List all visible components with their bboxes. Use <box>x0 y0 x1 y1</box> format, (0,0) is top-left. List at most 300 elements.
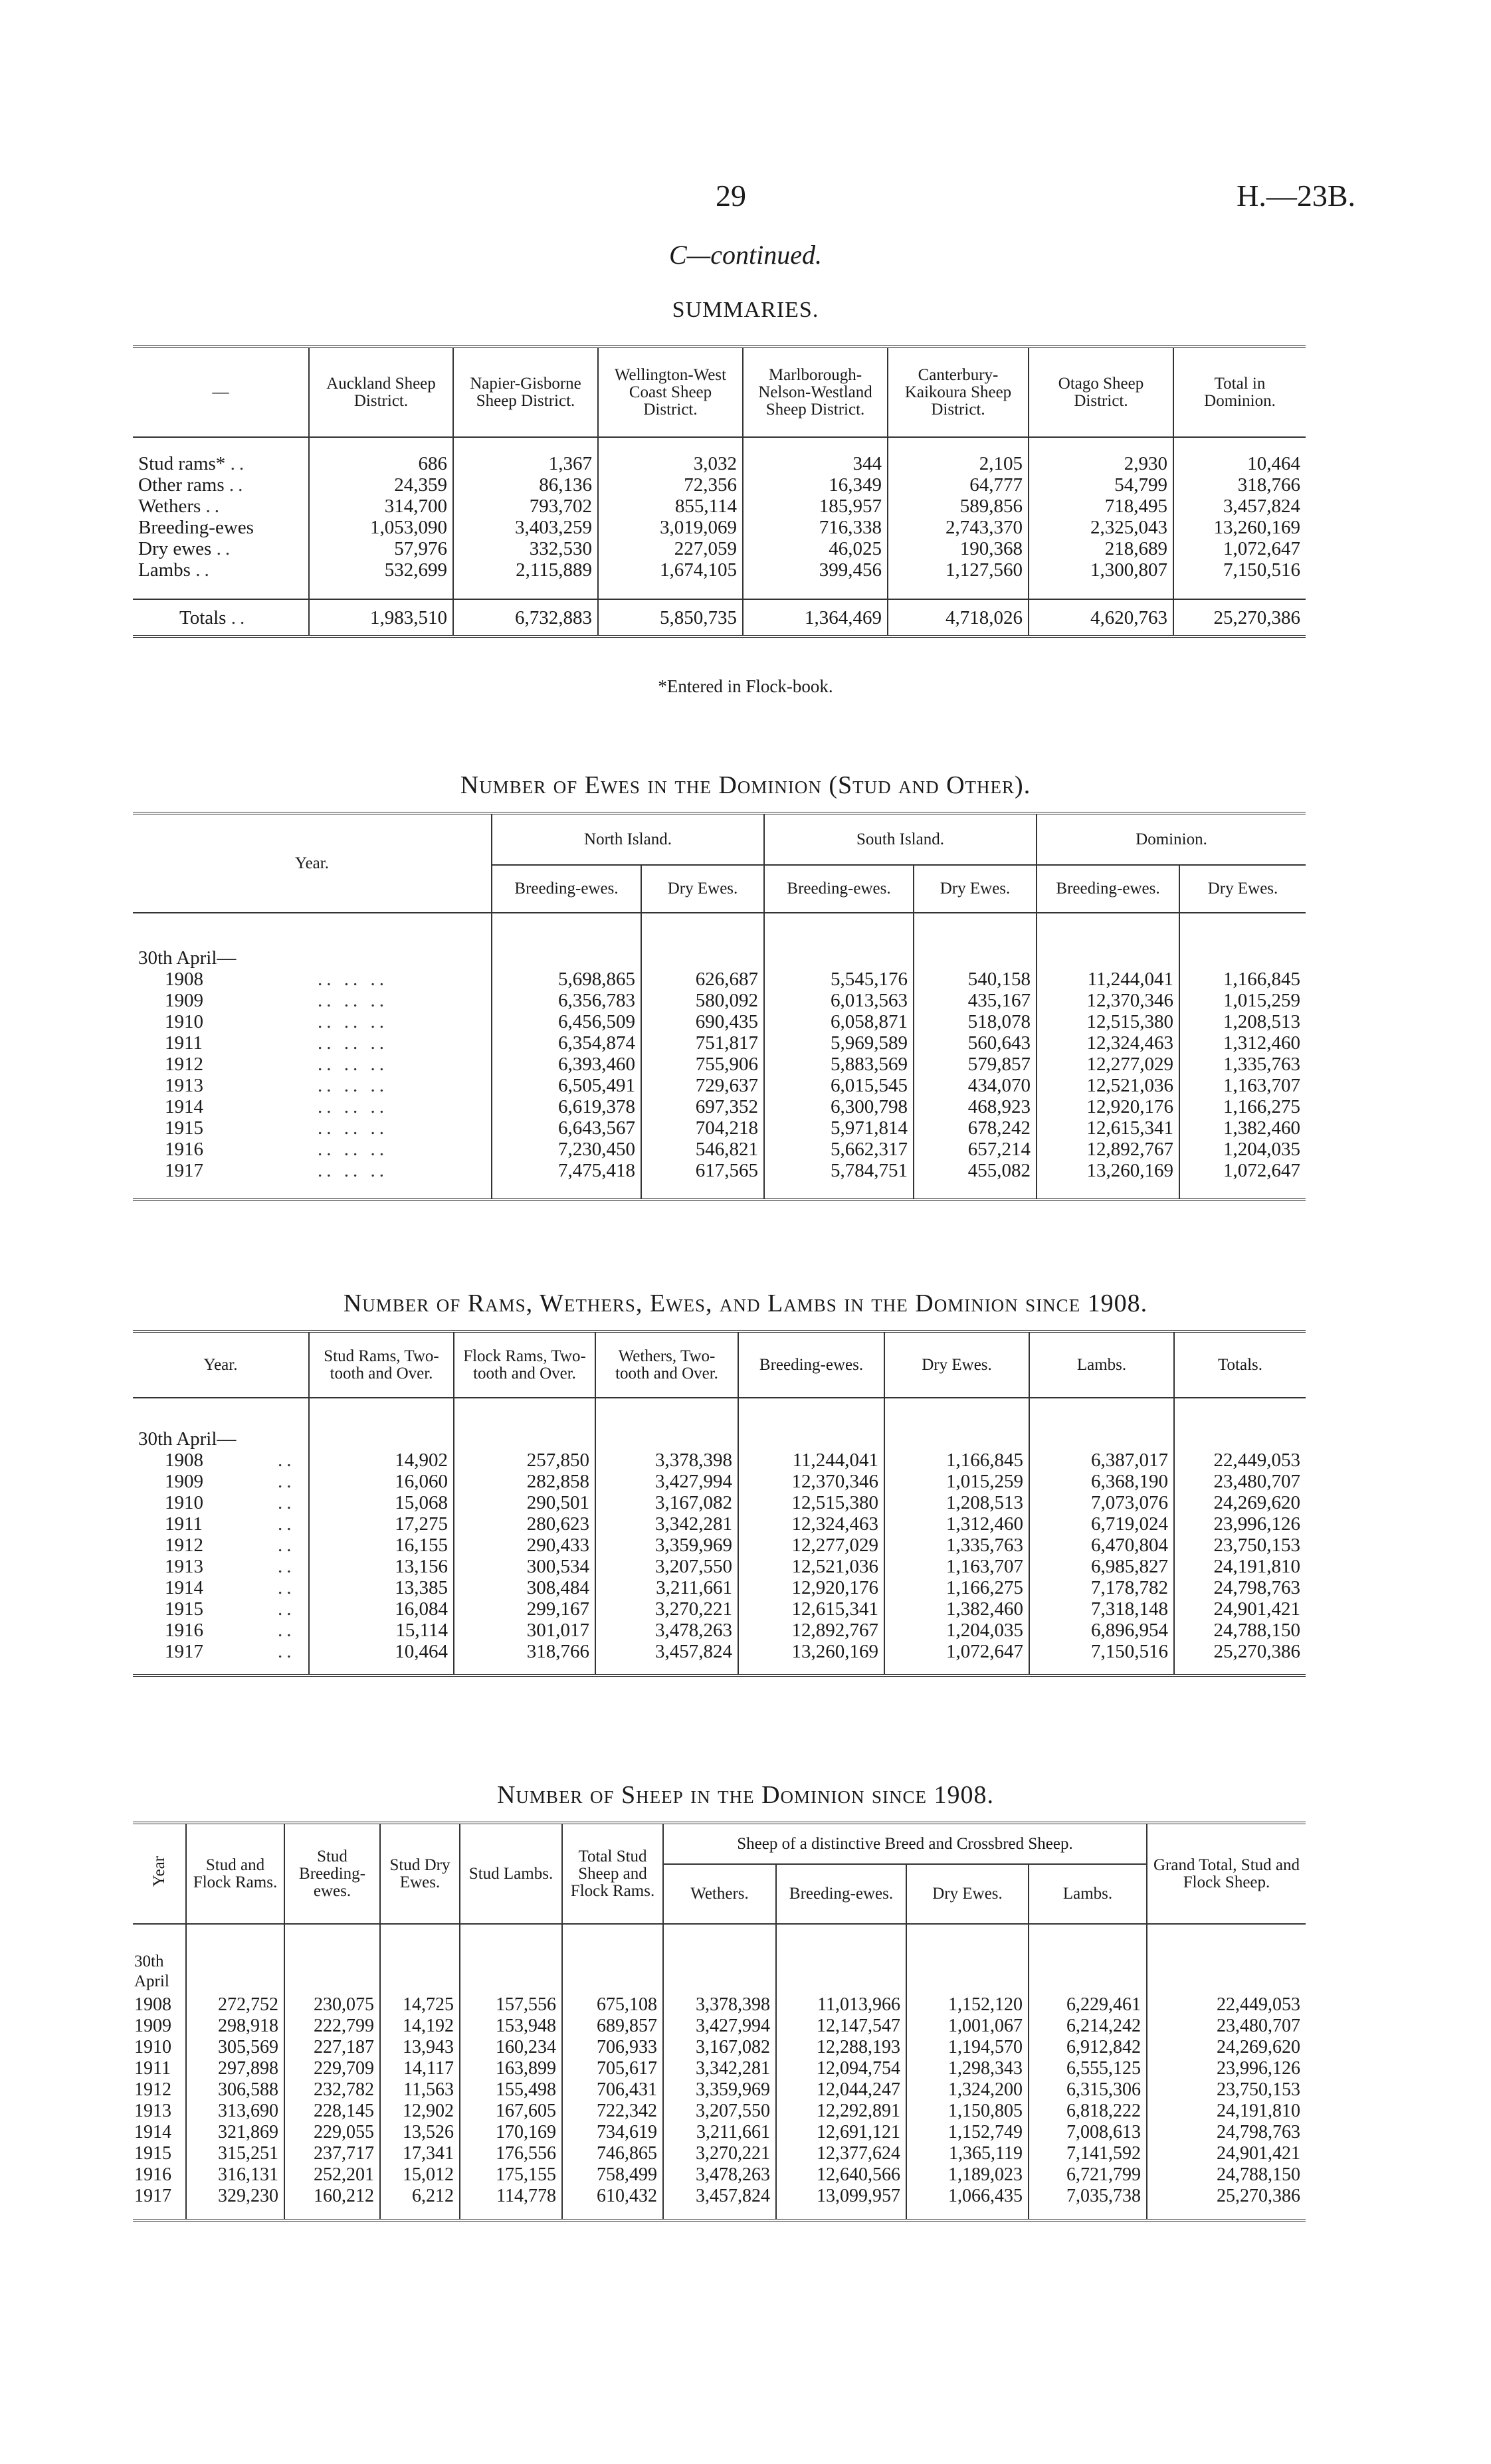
cell: 13,260,169 <box>738 1641 884 1662</box>
cell: 24,269,620 <box>1174 1492 1306 1513</box>
cell: 1,001,067 <box>906 2016 1029 2037</box>
leader-dots: .. <box>229 474 247 496</box>
cell: 758,499 <box>562 2164 663 2186</box>
leader-dots: .. <box>278 1450 296 1471</box>
year-label: 1914 <box>165 1096 203 1117</box>
table-row <box>133 1096 1306 1117</box>
cell: 793,702 <box>453 496 598 517</box>
header-marlborough: Marlborough-Nelson-Westland Sheep District. <box>743 347 888 437</box>
cell: 167,605 <box>460 2101 562 2122</box>
cell: 5,698,865 <box>492 969 641 990</box>
cell: 153,948 <box>460 2016 562 2037</box>
cell: 155,498 <box>460 2079 562 2101</box>
cell: 1,072,647 <box>1173 538 1306 559</box>
cell: 315,251 <box>218 2143 278 2164</box>
cell: 157,556 <box>460 1994 562 2016</box>
document-reference: H.—23B. <box>1237 179 1355 213</box>
cell: 298,918 <box>218 2016 278 2036</box>
year-label: 1912 <box>165 1054 203 1075</box>
cell: 3,378,398 <box>595 1450 738 1471</box>
cell: 160,234 <box>460 2037 562 2058</box>
cell: 1,204,035 <box>1179 1139 1306 1160</box>
cell: 301,017 <box>454 1620 595 1641</box>
year-label: 1914 <box>165 1577 203 1598</box>
cell: 3,207,550 <box>663 2101 776 2122</box>
year-label: 1917 <box>165 1641 203 1662</box>
cell: 6,619,378 <box>492 1096 641 1117</box>
cell: 1,053,090 <box>309 517 453 538</box>
cell: 610,432 <box>562 2186 663 2207</box>
summary-row <box>133 517 1306 538</box>
cell: 6,719,024 <box>1029 1513 1174 1535</box>
cell: 3,359,969 <box>663 2079 776 2101</box>
cell: 690,435 <box>641 1011 764 1032</box>
row-label: Lambs <box>138 559 191 581</box>
cell: 3,211,661 <box>595 1577 738 1598</box>
cell: 190,368 <box>888 538 1029 559</box>
cell: 13,156 <box>309 1556 454 1577</box>
cell: 12,902 <box>380 2101 460 2122</box>
cell: 329,230 <box>218 2186 278 2206</box>
leader-dots: .. .. .. <box>318 1096 388 1117</box>
cell: 11,244,041 <box>738 1450 884 1471</box>
cell: 227,187 <box>284 2037 380 2058</box>
cell: 3,211,661 <box>663 2122 776 2143</box>
leader-dots: .. .. .. <box>318 990 388 1011</box>
cell: 560,643 <box>914 1032 1037 1054</box>
cell: 1,152,749 <box>906 2122 1029 2143</box>
cell: 24,901,421 <box>1147 2143 1306 2164</box>
cell: 532,699 <box>309 559 453 581</box>
cell: 1,298,343 <box>906 2058 1029 2079</box>
year-label: 1912 <box>165 1535 203 1556</box>
cell: 1,208,513 <box>1179 1011 1306 1032</box>
leader-dots: .. .. .. <box>318 1160 388 1181</box>
cell: 675,108 <box>562 1994 663 2016</box>
cell: 318,766 <box>454 1641 595 1662</box>
cell: 3,478,263 <box>663 2164 776 2186</box>
leader-dots: .. <box>216 538 235 559</box>
cell: 6,229,461 <box>1029 1994 1147 2016</box>
cell: 1,204,035 <box>884 1620 1029 1641</box>
cell: 1,194,570 <box>906 2037 1029 2058</box>
cell: 185,957 <box>743 496 888 517</box>
cell: 1,150,805 <box>906 2101 1029 2122</box>
cell: 3,167,082 <box>663 2037 776 2058</box>
cell: 24,798,763 <box>1174 1577 1306 1598</box>
cell: 580,092 <box>641 990 764 1011</box>
date-label: 30th April— <box>138 1428 237 1450</box>
year-label: 1908 <box>165 969 203 990</box>
cell: 1,365,119 <box>906 2143 1029 2164</box>
cell: 12,370,346 <box>738 1471 884 1492</box>
cell: 318,766 <box>1173 474 1306 496</box>
cell: 435,167 <box>914 990 1037 1011</box>
cell: 229,055 <box>284 2122 380 2143</box>
cell: 228,145 <box>284 2101 380 2122</box>
cell: 12,377,624 <box>776 2143 906 2164</box>
cell: 722,342 <box>562 2101 663 2122</box>
year-label: 1911 <box>165 1032 203 1054</box>
year-cell: 1916 <box>133 2164 186 2186</box>
cell: 1,166,275 <box>1179 1096 1306 1117</box>
row-label: Stud rams* <box>138 453 226 474</box>
cell: 1,208,513 <box>884 1492 1029 1513</box>
year-cell: 1909 <box>133 2016 186 2037</box>
table-row <box>133 2016 1306 2037</box>
cell: 222,799 <box>284 2016 380 2037</box>
cell: 6,393,460 <box>492 1054 641 1075</box>
row-label: Other rams <box>138 474 225 496</box>
cell: 855,114 <box>598 496 743 517</box>
leader-dots: .. <box>278 1598 296 1620</box>
cell: 12,892,767 <box>738 1620 884 1641</box>
cell: 1,382,460 <box>1179 1117 1306 1139</box>
cell: 25,270,386 <box>1174 1641 1306 1662</box>
cell: 1,335,763 <box>884 1535 1029 1556</box>
cell: 280,623 <box>454 1513 595 1535</box>
cell: 6,013,563 <box>764 990 914 1011</box>
cell: 1,163,707 <box>884 1556 1029 1577</box>
cell: 751,817 <box>641 1032 764 1054</box>
leader-dots: .. <box>230 453 248 474</box>
cell: 12,892,767 <box>1037 1139 1179 1160</box>
cell: 718,495 <box>1029 496 1173 517</box>
cell: 1,072,647 <box>884 1641 1029 1662</box>
cell: 689,857 <box>562 2016 663 2037</box>
total-cell: 4,718,026 <box>888 599 1029 636</box>
cell: 170,169 <box>460 2122 562 2143</box>
ewes-table <box>133 812 1306 1201</box>
year-cell <box>133 1513 309 1535</box>
cell: 23,996,126 <box>1174 1513 1306 1535</box>
summary-row <box>133 559 1306 581</box>
cell: 1,163,707 <box>1179 1075 1306 1096</box>
table-row <box>133 1556 1306 1577</box>
cell: 252,201 <box>284 2164 380 2186</box>
cell: 518,078 <box>914 1011 1037 1032</box>
table-row <box>133 1011 1306 1032</box>
cell: 282,858 <box>454 1471 595 1492</box>
group-distinctive-breed: Sheep of a distinctive Breed and Crossbred Sheep. <box>663 1823 1147 1864</box>
cell: 230,075 <box>284 1994 380 2016</box>
cell: 23,480,707 <box>1147 2016 1306 2037</box>
cell: 1,300,807 <box>1029 559 1173 581</box>
cell: 316,131 <box>218 2164 278 2185</box>
cell: 12,521,036 <box>738 1556 884 1577</box>
cell: 7,150,516 <box>1029 1641 1174 1662</box>
summaries-header-blank: — <box>133 347 309 437</box>
cell: 12,277,029 <box>738 1535 884 1556</box>
cell: 10,464 <box>1173 453 1306 474</box>
cell: 6,818,222 <box>1029 2101 1147 2122</box>
subheader: Breeding-ewes. <box>492 865 641 913</box>
year-cell <box>133 1054 492 1075</box>
year-label: 1916 <box>165 1139 203 1160</box>
table-row <box>133 1513 1306 1535</box>
cell: 3,427,994 <box>663 2016 776 2037</box>
header-otago: Otago Sheep District. <box>1029 347 1173 437</box>
cell: 2,325,043 <box>1029 517 1173 538</box>
cell: 257,850 <box>454 1450 595 1471</box>
total-cell: 1,983,510 <box>309 599 453 636</box>
cell: 15,114 <box>309 1620 454 1641</box>
cell: 6,505,491 <box>492 1075 641 1096</box>
cell: 6,896,954 <box>1029 1620 1174 1641</box>
table-row <box>133 1160 1306 1181</box>
cell: 17,341 <box>380 2143 460 2164</box>
cell: 6,985,827 <box>1029 1556 1174 1577</box>
cell: 12,094,754 <box>776 2058 906 2079</box>
cell: 1,166,275 <box>884 1577 1029 1598</box>
cell: 12,147,547 <box>776 2016 906 2037</box>
cell: 7,475,418 <box>492 1160 641 1181</box>
cell: 589,856 <box>888 496 1029 517</box>
table-row <box>133 1054 1306 1075</box>
table-row <box>133 2037 1306 2058</box>
total-cell: 4,620,763 <box>1029 599 1173 636</box>
leader-dots: .. .. .. <box>318 969 388 990</box>
cell: 1,335,763 <box>1179 1054 1306 1075</box>
cell: 12,640,566 <box>776 2164 906 2186</box>
cell: 1,152,120 <box>906 1994 1029 2016</box>
cell: 14,902 <box>309 1450 454 1471</box>
cell: 229,709 <box>284 2058 380 2079</box>
header-dry-ewes: Dry Ewes. <box>884 1331 1029 1398</box>
leader-dots: .. .. .. <box>318 1032 388 1054</box>
cell: 13,385 <box>309 1577 454 1598</box>
cell: 11,563 <box>380 2079 460 2101</box>
cell: 1,674,105 <box>598 559 743 581</box>
year-header: Year. <box>133 813 492 913</box>
table-row <box>133 1075 1306 1096</box>
year-cell <box>133 1471 309 1492</box>
cell: 5,662,317 <box>764 1139 914 1160</box>
cell: 12,324,463 <box>1037 1032 1179 1054</box>
cell: 706,431 <box>562 2079 663 2101</box>
total-cell: 5,850,735 <box>598 599 743 636</box>
table-row <box>133 2122 1306 2143</box>
cell: 114,778 <box>460 2186 562 2207</box>
year-cell <box>133 969 492 990</box>
year-cell <box>133 1577 309 1598</box>
cell: 2,930 <box>1029 453 1173 474</box>
year-cell <box>133 1492 309 1513</box>
cell: 746,865 <box>562 2143 663 2164</box>
group-dominion: Dominion. <box>1037 813 1306 865</box>
cell: 657,214 <box>914 1139 1037 1160</box>
header-stud-breeding-ewes: Stud Breeding-ewes. <box>284 1823 380 1924</box>
subheader: Wethers. <box>663 1864 776 1924</box>
cell: 13,943 <box>380 2037 460 2058</box>
cell: 22,449,053 <box>1147 1994 1306 2016</box>
cell: 546,821 <box>641 1139 764 1160</box>
row-label: Dry ewes <box>138 538 212 559</box>
cell: 3,478,263 <box>595 1620 738 1641</box>
year-label: 1909 <box>165 1471 203 1492</box>
leader-dots: .. <box>278 1535 296 1556</box>
cell: 64,777 <box>888 474 1029 496</box>
cell: 7,318,148 <box>1029 1598 1174 1620</box>
total-cell: 1,364,469 <box>743 599 888 636</box>
header-flock-rams: Flock Rams, Two-tooth and Over. <box>454 1331 595 1398</box>
header-stud-rams: Stud Rams, Two-tooth and Over. <box>309 1331 454 1398</box>
year-label: 1911 <box>165 1513 203 1535</box>
cell: 7,035,738 <box>1029 2186 1147 2207</box>
cell: 716,338 <box>743 517 888 538</box>
cell: 7,073,076 <box>1029 1492 1174 1513</box>
cell: 6,721,799 <box>1029 2164 1147 2186</box>
table-row <box>133 2164 1306 2186</box>
table-row <box>133 1620 1306 1641</box>
leader-dots: .. <box>278 1577 296 1598</box>
cell: 12,515,380 <box>1037 1011 1179 1032</box>
cell: 434,070 <box>914 1075 1037 1096</box>
table-row <box>133 1577 1306 1598</box>
cell: 13,099,957 <box>776 2186 906 2207</box>
rams-table <box>133 1330 1306 1677</box>
cell: 297,898 <box>218 2058 278 2079</box>
cell: 2,105 <box>888 453 1029 474</box>
leader-dots: .. .. .. <box>318 1117 388 1139</box>
cell: 321,869 <box>218 2122 278 2142</box>
cell: 54,799 <box>1029 474 1173 496</box>
cell: 705,617 <box>562 2058 663 2079</box>
rams-table-title: Number of Rams, Wethers, Ewes, and Lambs in the Dominion since 1908. <box>343 1289 1148 1317</box>
cell: 1,312,460 <box>884 1513 1029 1535</box>
cell: 16,060 <box>309 1471 454 1492</box>
cell: 7,150,516 <box>1173 559 1306 581</box>
year-cell <box>133 990 492 1011</box>
cell: 6,555,125 <box>1029 2058 1147 2079</box>
cell: 175,155 <box>460 2164 562 2186</box>
year-cell <box>133 1075 492 1096</box>
cell: 86,136 <box>453 474 598 496</box>
cell: 6,214,242 <box>1029 2016 1147 2037</box>
cell: 1,189,023 <box>906 2164 1029 2186</box>
subheader: Breeding-ewes. <box>1037 865 1179 913</box>
cell: 6,300,798 <box>764 1096 914 1117</box>
year-header: Year. <box>203 1355 238 1374</box>
cell: 617,565 <box>641 1160 764 1181</box>
cell: 23,480,707 <box>1174 1471 1306 1492</box>
header-stud-lambs: Stud Lambs. <box>460 1823 562 1924</box>
year-label: 1917 <box>165 1160 203 1181</box>
leader-dots: .. <box>278 1620 296 1641</box>
year-label: 1909 <box>165 990 203 1011</box>
year-cell: 1908 <box>133 1994 186 2016</box>
header-napier: Napier-Gisborne Sheep District. <box>453 347 598 437</box>
cell: 1,127,560 <box>888 559 1029 581</box>
cell: 1,367 <box>453 453 598 474</box>
cell: 12,044,247 <box>776 2079 906 2101</box>
header-canterbury: Canterbury-Kaikoura Sheep District. <box>888 347 1029 437</box>
cell: 6,912,842 <box>1029 2037 1147 2058</box>
year-cell: 1914 <box>133 2122 186 2143</box>
year-cell <box>133 1620 309 1641</box>
year-cell <box>133 1535 309 1556</box>
cell: 1,015,259 <box>884 1471 1029 1492</box>
cell: 7,008,613 <box>1029 2122 1147 2143</box>
leader-dots: .. <box>231 607 249 628</box>
year-cell: 1911 <box>133 2058 186 2079</box>
table-row <box>133 2143 1306 2164</box>
cell: 305,569 <box>218 2037 278 2057</box>
cell: 14,725 <box>380 1994 460 2016</box>
year-cell <box>133 1032 492 1054</box>
year-cell: 1915 <box>133 2143 186 2164</box>
cell: 5,545,176 <box>764 969 914 990</box>
cell: 15,012 <box>380 2164 460 2186</box>
table-row <box>133 1117 1306 1139</box>
cell: 12,615,341 <box>738 1598 884 1620</box>
cell: 12,370,346 <box>1037 990 1179 1011</box>
cell: 3,207,550 <box>595 1556 738 1577</box>
cell: 24,191,810 <box>1174 1556 1306 1577</box>
cell: 24,788,150 <box>1174 1620 1306 1641</box>
year-label: 1910 <box>165 1011 203 1032</box>
cell: 12,691,121 <box>776 2122 906 2143</box>
cell: 12,920,176 <box>1037 1096 1179 1117</box>
cell: 6,354,874 <box>492 1032 641 1054</box>
subheader: Dry Ewes. <box>914 865 1037 913</box>
cell: 12,277,029 <box>1037 1054 1179 1075</box>
cell: 46,025 <box>743 538 888 559</box>
cell: 1,312,460 <box>1179 1032 1306 1054</box>
cell: 11,013,966 <box>776 1994 906 2016</box>
cell: 227,059 <box>598 538 743 559</box>
cell: 7,178,782 <box>1029 1577 1174 1598</box>
cell: 12,515,380 <box>738 1492 884 1513</box>
leader-dots: .. <box>278 1492 296 1513</box>
date-label: 30th April— <box>138 947 237 969</box>
leader-dots: .. .. .. <box>318 1139 388 1160</box>
cell: 3,457,824 <box>663 2186 776 2207</box>
cell: 1,072,647 <box>1179 1160 1306 1181</box>
cell: 12,288,193 <box>776 2037 906 2058</box>
cell: 344 <box>743 453 888 474</box>
table-row <box>133 1471 1306 1492</box>
summary-row <box>133 538 1306 559</box>
leader-dots: .. .. .. <box>318 1011 388 1032</box>
table-row <box>133 1641 1306 1662</box>
leader-dots: .. <box>278 1513 296 1535</box>
summary-row <box>133 453 1306 474</box>
year-label: 1916 <box>165 1620 203 1641</box>
year-cell <box>133 1139 492 1160</box>
header-wellington: Wellington-West Coast Sheep District. <box>598 347 743 437</box>
cell: 704,218 <box>641 1117 764 1139</box>
page-number: 29 <box>716 179 746 213</box>
summary-row <box>133 496 1306 517</box>
cell: 626,687 <box>641 969 764 990</box>
cell: 3,359,969 <box>595 1535 738 1556</box>
cell: 6,212 <box>380 2186 460 2207</box>
header-lambs: Lambs. <box>1029 1331 1174 1398</box>
date-label: 30th April <box>133 1952 186 1994</box>
cell: 3,019,069 <box>598 517 743 538</box>
cell: 6,015,545 <box>764 1075 914 1096</box>
subheader: Dry Ewes. <box>906 1864 1029 1924</box>
leader-dots: .. .. .. <box>318 1075 388 1096</box>
cell: 399,456 <box>743 559 888 581</box>
header-totals: Totals. <box>1174 1331 1306 1398</box>
cell: 22,449,053 <box>1174 1450 1306 1471</box>
table-row <box>133 2058 1306 2079</box>
year-cell <box>133 1117 492 1139</box>
cell: 2,115,889 <box>453 559 598 581</box>
cell: 697,352 <box>641 1096 764 1117</box>
